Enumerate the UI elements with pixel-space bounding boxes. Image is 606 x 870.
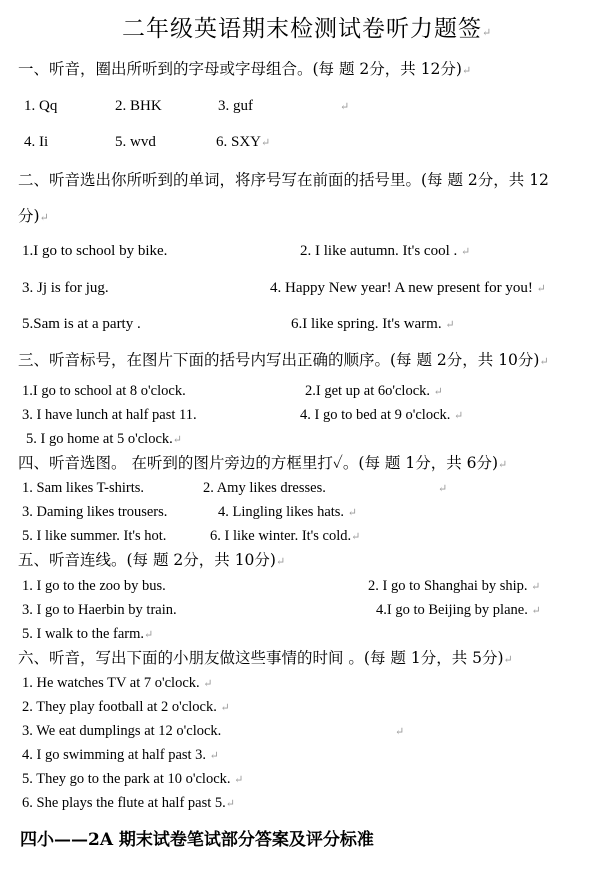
- paragraph-mark: ↵: [220, 702, 230, 714]
- paragraph-mark: ↵: [531, 605, 541, 617]
- s4-item-3: 3. Daming likes trousers.: [22, 504, 168, 520]
- answer-key-heading: 四小——2A 期末试卷笔试部分答案及评分标准: [20, 830, 374, 850]
- paragraph-mark: ↵: [351, 531, 361, 543]
- section-2-heading-cont-text: 分): [18, 207, 40, 225]
- s2-item-1: 1.I go to school by bike.: [22, 243, 168, 259]
- s6-item-1: [22, 676, 212, 691]
- paragraph-mark: ↵: [482, 26, 493, 39]
- s3-item-3: 3. I have lunch at half past 11.: [22, 407, 197, 423]
- s2-item-5: 5.Sam is at a party .: [22, 316, 141, 332]
- paragraph-mark: ↵: [498, 458, 508, 471]
- s4-item-1: 1. Sam likes T-shirts.: [22, 480, 145, 496]
- s6-item-4: [22, 748, 219, 763]
- s2-item-4: [270, 281, 546, 296]
- paragraph-mark: ↵: [438, 482, 448, 495]
- s3-item-2-text: 2.I get up at 6o'clock.: [305, 383, 431, 399]
- s4-item-2: 2. Amy likes dresses.: [203, 480, 326, 496]
- s3-item-5: [26, 432, 182, 447]
- s1-item-4: 4. Ii: [24, 134, 49, 150]
- paragraph-mark: ↵: [445, 319, 455, 331]
- section-6-heading: [18, 651, 513, 667]
- document-title: [122, 18, 492, 41]
- s2-item-2: [300, 244, 470, 259]
- s2-item-3: 3. Jj is for jug.: [22, 280, 109, 296]
- s1-item-5: 5. wvd: [115, 134, 156, 150]
- s6-item-2-text: 2. They play football at 2 o'clock.: [22, 699, 217, 715]
- paragraph-mark: ↵: [225, 798, 235, 810]
- paragraph-mark: ↵: [209, 750, 219, 762]
- s6-item-2: [22, 700, 230, 715]
- s4-item-6: [210, 529, 360, 544]
- paragraph-mark: ↵: [503, 653, 513, 666]
- paragraph-mark: ↵: [340, 100, 350, 113]
- section-2-heading: 二、听音选出你所听到的单词，将序号写在前面的括号里。(每 题 2分，共 12: [18, 171, 549, 189]
- section-5-heading: [18, 553, 285, 569]
- s1-item-1: 1. Qq: [24, 98, 58, 114]
- paragraph-mark: ↵: [234, 774, 244, 786]
- s5-item-2: [368, 579, 540, 594]
- s1-item-6-text: 6. SXY: [216, 134, 262, 150]
- s5-item-3: 3. I go to Haerbin by train.: [22, 602, 177, 618]
- paragraph-mark: ↵: [433, 386, 443, 398]
- paragraph-mark: ↵: [461, 64, 472, 77]
- s6-item-1-text: 1. He watches TV at 7 o'clock.: [22, 675, 200, 691]
- paragraph-mark: ↵: [203, 678, 213, 690]
- s5-item-5-text: 5. I walk to the farm.: [22, 626, 145, 642]
- section-4-heading-text: 四、听音选图。 在听到的图片旁边的方框里打✓。(每 题 1分，共 6分): [18, 454, 499, 472]
- section-4-heading: [18, 456, 507, 472]
- s3-item-2: [305, 384, 443, 399]
- s2-item-2-text: 2. I like autumn. It's cool .: [300, 243, 458, 259]
- s2-item-4-text: 4. Happy New year! A new present for you!: [270, 280, 533, 296]
- paragraph-mark: ↵: [144, 629, 154, 641]
- s5-item-1: 1. I go to the zoo by bus.: [22, 578, 166, 594]
- paragraph-mark: ↵: [347, 507, 357, 519]
- paragraph-mark: ↵: [536, 283, 546, 295]
- s4-item-5: 5. I like summer. It's hot.: [22, 528, 167, 544]
- s5-item-4: [376, 603, 541, 618]
- s2-item-6-text: 6.I like spring. It's warm.: [291, 316, 442, 332]
- paragraph-mark: ↵: [531, 581, 541, 593]
- paragraph-mark: ↵: [461, 246, 471, 258]
- title-text: 二年级英语期末检测试卷听力题签: [122, 16, 482, 42]
- paragraph-mark: ↵: [275, 555, 286, 568]
- s3-item-1: 1.I go to school at 8 o'clock.: [22, 383, 186, 399]
- paragraph-mark: ↵: [539, 355, 549, 368]
- section-5-heading-text: 五、听音连线。(每 题 2分，共 10分): [18, 551, 276, 569]
- s5-item-5: [22, 627, 153, 642]
- section-3-heading-text: 三、听音标号，在图片下面的括号内写出正确的顺序。(每 题 2分，共 10分): [18, 351, 540, 369]
- s1-item-2: 2. BHK: [115, 98, 162, 114]
- s6-item-5: [22, 772, 243, 787]
- section-1-heading: [18, 62, 471, 78]
- section-1-heading-text: 一、听音，圈出所听到的字母或字母组合。(每 题 2分，共 12分): [18, 60, 462, 78]
- s6-item-4-text: 4. I go swimming at half past 3.: [22, 747, 207, 763]
- s6-item-3: 3. We eat dumplings at 12 o'clock.: [22, 723, 222, 739]
- paragraph-mark: ↵: [261, 137, 271, 149]
- s4-item-4-text: 4. Lingling likes hats.: [218, 504, 345, 520]
- s1-item-3: 3. guf: [218, 98, 253, 114]
- paragraph-mark: ↵: [172, 434, 182, 446]
- s4-item-4: [218, 505, 357, 520]
- section-6-heading-text: 六、听音，写出下面的小朋友做这些事情的时间 。(每 题 1分，共 5分): [18, 649, 504, 667]
- paragraph-mark: ↵: [454, 410, 464, 422]
- s6-item-6: [22, 796, 235, 811]
- s5-item-4-text: 4.I go to Beijing by plane.: [376, 602, 528, 618]
- paragraph-mark: ↵: [39, 211, 49, 224]
- s3-item-5-text: 5. I go home at 5 o'clock.: [26, 431, 173, 447]
- s1-item-6: [216, 135, 270, 150]
- s3-item-4-text: 4. I go to bed at 9 o'clock.: [300, 407, 451, 423]
- section-3-heading: [18, 353, 549, 369]
- s4-item-6-text: 6. I like winter. It's cold.: [210, 528, 352, 544]
- s6-item-5-text: 5. They go to the park at 10 o'clock.: [22, 771, 231, 787]
- s6-item-6-text: 6. She plays the flute at half past 5.: [22, 795, 226, 811]
- s3-item-4: [300, 408, 463, 423]
- paragraph-mark: ↵: [395, 725, 405, 738]
- s2-item-6: [291, 317, 455, 332]
- s5-item-2-text: 2. I go to Shanghai by ship.: [368, 578, 528, 594]
- section-2-heading-cont: [18, 209, 49, 225]
